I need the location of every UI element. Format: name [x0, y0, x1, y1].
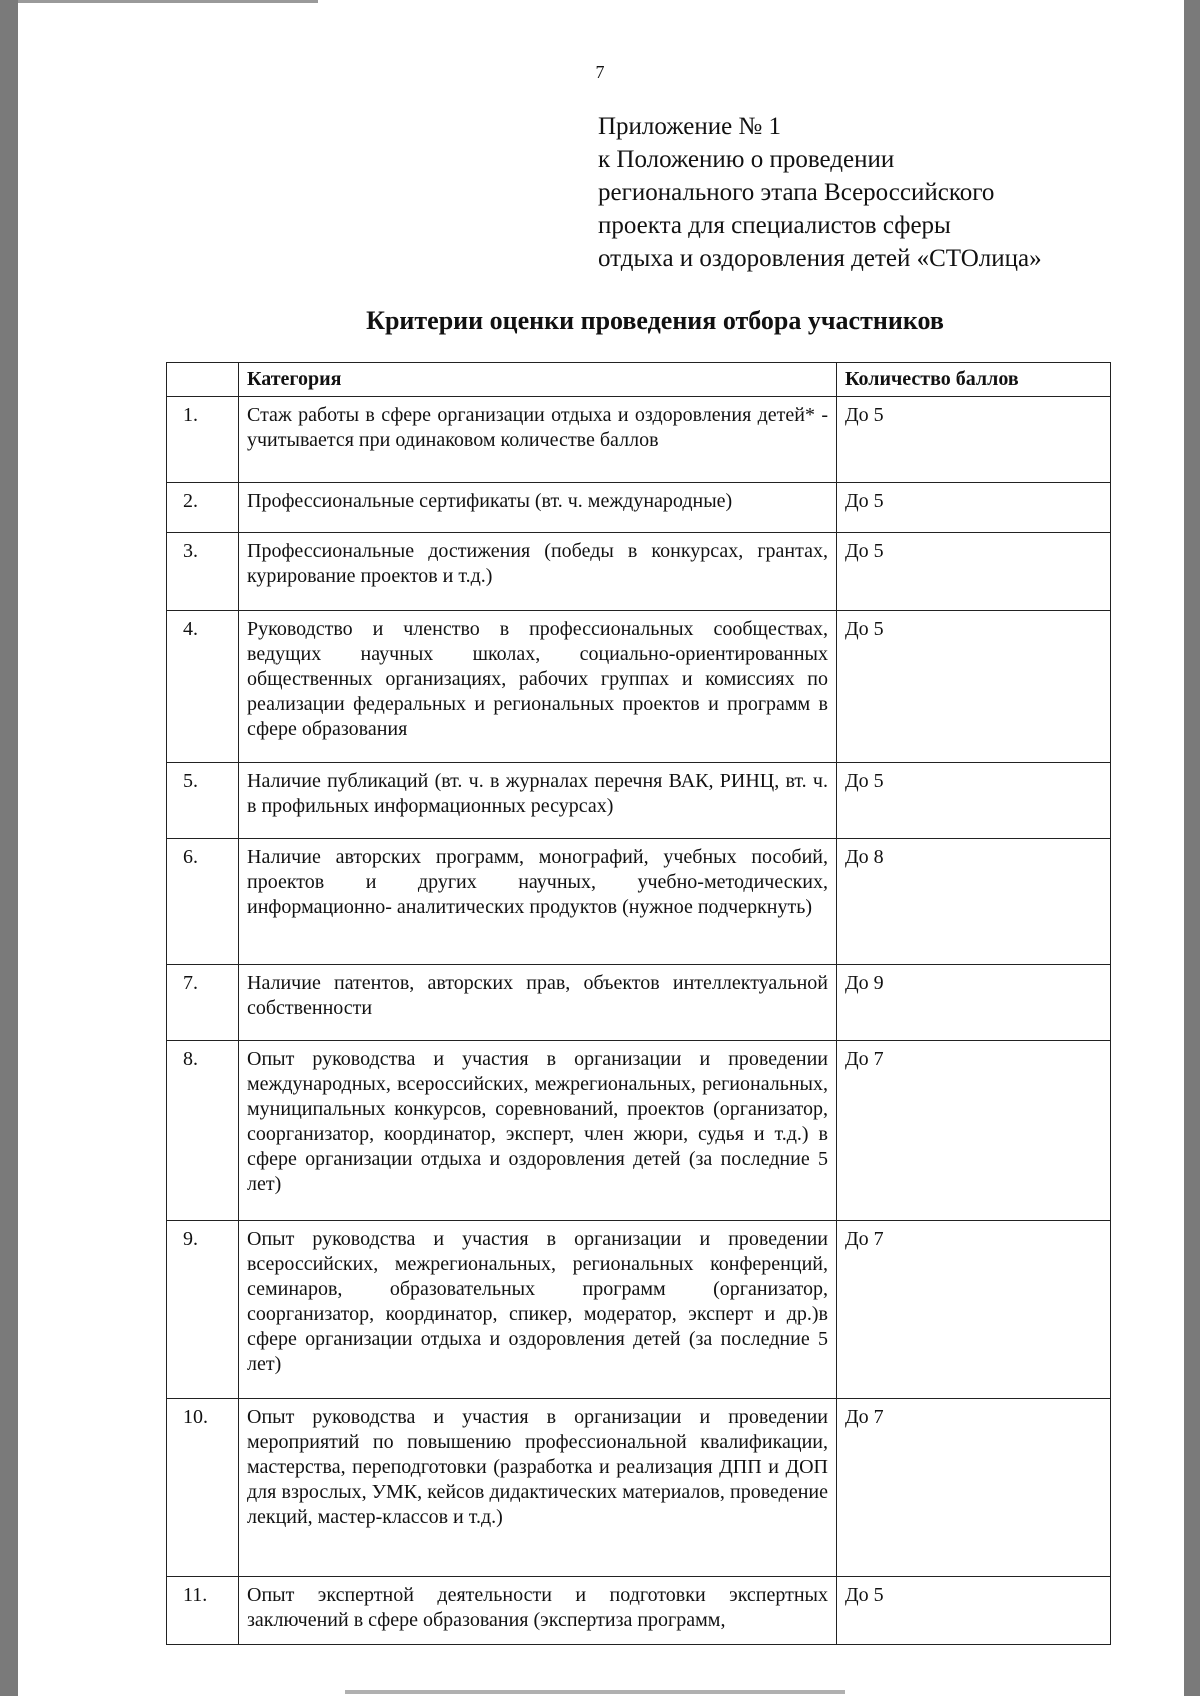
scan-mark-top: [18, 0, 318, 3]
table-row: [167, 839, 1111, 965]
row-category: Наличие патентов, авторских прав, объектов интеллектуальной собственности: [239, 965, 837, 1041]
appendix-line: отдыха и оздоровления детей «СТОлица»: [598, 245, 1042, 272]
row-category: Профессиональные сертификаты (вт. ч. международные): [239, 483, 837, 533]
table-row: [167, 533, 1111, 611]
table-row: [167, 1577, 1111, 1645]
table-row: [167, 1399, 1111, 1577]
row-points: До 7: [837, 1221, 1111, 1399]
table-row: [167, 965, 1111, 1041]
appendix-header: [598, 110, 1042, 275]
row-category: Наличие публикаций (вт. ч. в журналах перечня ВАК, РИНЦ, вт. ч. в профильных информационных ресурсах): [239, 763, 837, 839]
row-category: Стаж работы в сфере организации отдыха и оздоровления детей* - учитывается при одинаковом количестве баллов: [239, 397, 837, 483]
header-points: Количество баллов: [837, 363, 1111, 397]
table-header-row: [167, 363, 1111, 397]
row-points: До 5: [837, 611, 1111, 763]
row-number: 1.: [167, 397, 239, 483]
row-points: До 9: [837, 965, 1111, 1041]
row-number: 2.: [167, 483, 239, 533]
appendix-line: проекта для специалистов сферы: [598, 212, 951, 239]
row-points: До 5: [837, 533, 1111, 611]
row-points: До 7: [837, 1399, 1111, 1577]
table-row: [167, 483, 1111, 533]
scan-border-right: [1184, 0, 1200, 1696]
row-points: До 5: [837, 1577, 1111, 1645]
appendix-line: Приложение № 1: [598, 113, 782, 140]
scan-border-left: [0, 0, 18, 1696]
row-points: До 7: [837, 1041, 1111, 1221]
row-category: Профессиональные достижения (победы в конкурсах, грантах, курирование проектов и т.д.): [239, 533, 837, 611]
row-points: До 5: [837, 763, 1111, 839]
row-number: 7.: [167, 965, 239, 1041]
row-category: Опыт руководства и участия в организации и проведении всероссийских, межрегиональных, региональных конференций, семинаров, образовательных программ (организатор, соорганизатор, координатор, спикер, модератор, эксперт и др.)в сфере организации отдыха и оздоровления детей (за последние 5 лет): [239, 1221, 837, 1399]
row-number: 3.: [167, 533, 239, 611]
row-number: 6.: [167, 839, 239, 965]
table-row: [167, 763, 1111, 839]
row-category: Опыт экспертной деятельности и подготовки экспертных заключений в сфере образования (экспертиза программ,: [239, 1577, 837, 1645]
row-points: До 5: [837, 397, 1111, 483]
table-row: [167, 1041, 1111, 1221]
row-number: 4.: [167, 611, 239, 763]
row-category: Руководство и членство в профессиональных сообществах, ведущих научных школах, социально-ориентированных общественных организациях, рабочих группах и комиссиях по реализации федеральных и региональных проектов и программ в сфере образования: [239, 611, 837, 763]
row-number: 9.: [167, 1221, 239, 1399]
appendix-line: регионального этапа Всероссийского: [598, 179, 995, 206]
scan-mark-bottom: [345, 1690, 845, 1694]
document-title: Критерии оценки проведения отбора участников: [366, 306, 944, 335]
table-row: [167, 397, 1111, 483]
row-points: До 5: [837, 483, 1111, 533]
row-category: Опыт руководства и участия в организации и проведении мероприятий по повышению профессиональной квалификации, мастерства, переподготовки (разработка и реализация ДПП и ДОП для взрослых, УМК, кейсов дидактических материалов, проведение лекций, мастер-классов и т.д.): [239, 1399, 837, 1577]
row-category: Опыт руководства и участия в организации и проведении международных, всероссийских, межрегиональных, региональных, муниципальных конкурсов, соревнований, проектов (организатор, соорганизатор, координатор, эксперт, член жюри, судья и т.д.) в сфере организации отдыха и оздоровления детей (за последние 5 лет): [239, 1041, 837, 1221]
table-row: [167, 1221, 1111, 1399]
header-number: [167, 363, 239, 397]
criteria-table: [166, 362, 1111, 1645]
page-number: 7: [595, 62, 605, 82]
row-number: 5.: [167, 763, 239, 839]
row-number: 8.: [167, 1041, 239, 1221]
row-points: До 8: [837, 839, 1111, 965]
row-number: 10.: [167, 1399, 239, 1577]
row-category: Наличие авторских программ, монографий, учебных пособий, проектов и других научных, учебно-методических, информационно- аналитических продуктов (нужное подчеркнуть): [239, 839, 837, 965]
table-row: [167, 611, 1111, 763]
header-category: Категория: [239, 363, 837, 397]
row-number: 11.: [167, 1577, 239, 1645]
appendix-line: к Положению о проведении: [598, 146, 895, 173]
